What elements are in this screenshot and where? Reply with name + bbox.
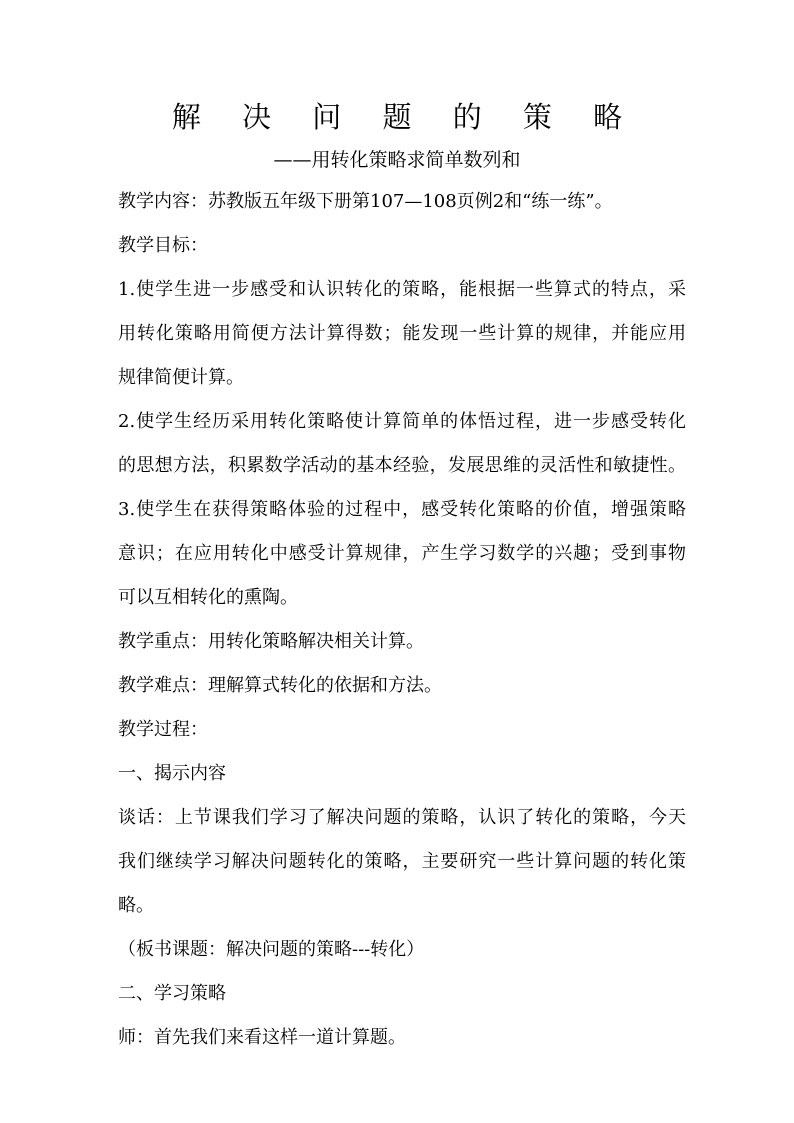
teaching-content-line: 教学内容：苏教版五年级下册第107—108页例2和“练一练”。 xyxy=(118,191,613,212)
talk-line-1: 谈话：上节课我们学习了解决问题的策略，认识了转化的策略，今天 xyxy=(118,807,686,828)
teaching-goals-heading: 教学目标： xyxy=(118,235,208,256)
talk-line-3: 略。 xyxy=(118,895,154,916)
goal-1-line-3: 规律简便计算。 xyxy=(118,367,244,388)
teacher-line: 师：首先我们来看这样一道计算题。 xyxy=(118,1027,406,1048)
board-title-line: （板书课题：解决问题的策略---转化） xyxy=(118,939,425,960)
teaching-difficulty-line: 教学难点：理解算式转化的依据和方法。 xyxy=(118,675,442,696)
goal-3-line-1: 3.使学生在获得策略体验的过程中，感受转化策略的价值，增强策略 xyxy=(118,499,686,520)
goal-2-line-2: 的思想方法，积累数学活动的基本经验，发展思维的灵活性和敏捷性。 xyxy=(118,455,686,476)
section-1-heading: 一、揭示内容 xyxy=(118,763,226,784)
goal-1-line-2: 用转化策略用简便方法计算得数；能发现一些计算的规律，并能应用 xyxy=(118,323,686,344)
teaching-process-heading: 教学过程： xyxy=(118,719,208,740)
goal-2-line-1: 2.使学生经历采用转化策略使计算简单的体悟过程，进一步感受转化 xyxy=(118,411,686,432)
goal-3-line-2: 意识；在应用转化中感受计算规律，产生学习数学的兴趣；受到事物 xyxy=(118,543,686,564)
document-title: 解 决 问 题 的 策 略 xyxy=(171,100,639,134)
document-subtitle: ——用转化策略求简单数列和 xyxy=(273,149,521,171)
talk-line-2: 我们继续学习解决问题转化的策略，主要研究一些计算问题的转化策 xyxy=(118,851,686,872)
section-2-heading: 二、学习策略 xyxy=(118,983,226,1004)
goal-1-line-1: 1.使学生进一步感受和认识转化的策略，能根据一些算式的特点，采 xyxy=(118,279,686,300)
goal-3-line-3: 可以互相转化的熏陶。 xyxy=(118,587,298,608)
document-body xyxy=(118,180,686,1060)
teaching-focus-line: 教学重点：用转化策略解决相关计算。 xyxy=(118,631,424,652)
